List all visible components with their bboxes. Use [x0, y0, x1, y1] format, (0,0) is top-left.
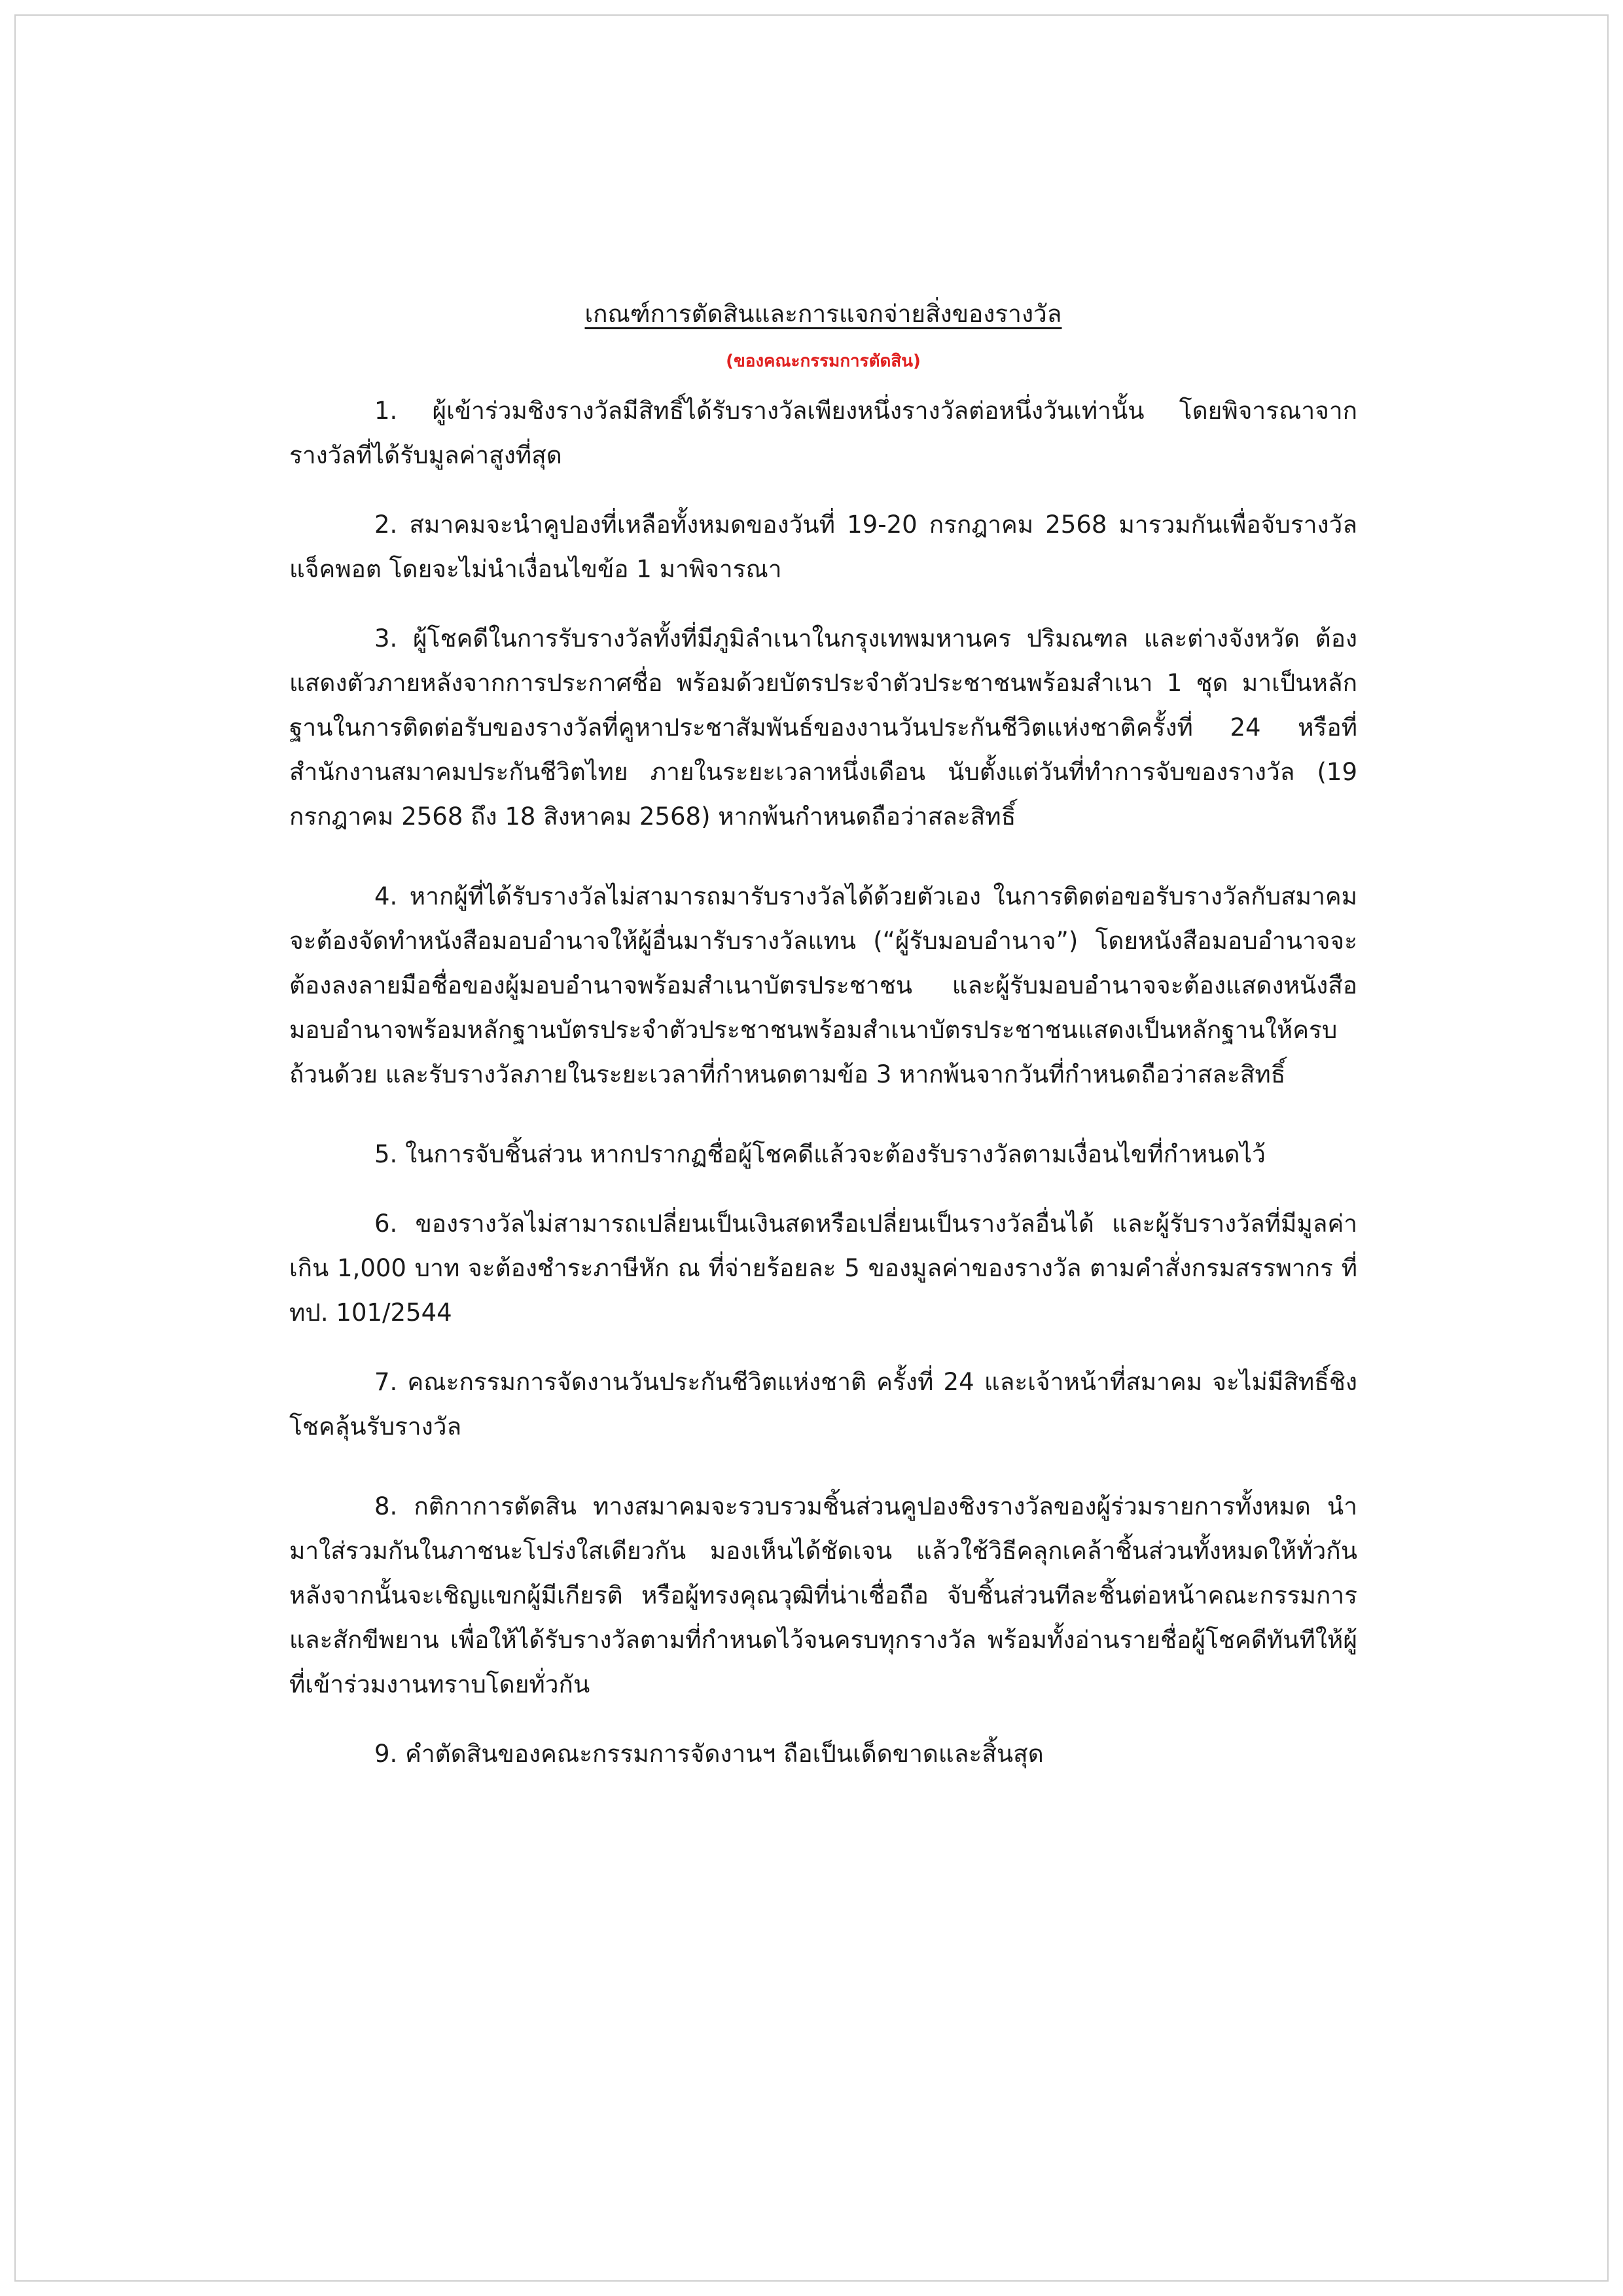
document-body	[289, 284, 1357, 1776]
clause-3: 3. ผู้โชคดีในการรับรางวัลทั้งที่มีภูมิลำเนาในกรุงเทพมหานคร ปริมณฑล และต่างจังหวัด ต้องแสดงตัวภายหลังจากการประกาศชื่อ พร้อมด้วยบัตรประจำตัวประชาชนพร้อมสำเนา 1 ชุด มาเป็นหลักฐานในการติดต่อรับของรางวัลที่คูหาประชาสัมพันธ์ของงานวันประกันชีวิตแห่งชาติครั้งที่ 24 หรือที่สำนักงานสมาคมประกันชีวิตไทย ภายในระยะเวลาหนึ่งเดือน นับตั้งแต่วันที่ทำการจับของรางวัล (19 กรกฎาคม 2568 ถึง 18 สิงหาคม 2568) หากพ้นกำหนดถือว่าสละสิทธิ์	[289, 624, 1357, 831]
document-subtitle: (ของคณะกรรมการตัดสิน)	[726, 351, 921, 371]
clause-9: 9. คำตัดสินของคณะกรรมการจัดงานฯ ถือเป็นเด็ดขาดและสิ้นสุด	[374, 1740, 1044, 1768]
clause-1: 1. ผู้เข้าร่วมชิงรางวัลมีสิทธิ์ได้รับรางวัลเพียงหนึ่งรางวัลต่อหนึ่งวันเท่านั้น โดยพิจารณาจากรางวัลที่ได้รับมูลค่าสูงที่สุด	[289, 397, 1357, 470]
clause-2: 2. สมาคมจะนำคูปองที่เหลือทั้งหมดของวันที่ 19-20 กรกฎาคม 2568 มารวมกันเพื่อจับรางวัลแจ็คพอต โดยจะไม่นำเงื่อนไขข้อ 1 มาพิจารณา	[289, 511, 1357, 584]
document-page	[14, 14, 1609, 2282]
clause-7: 7. คณะกรรมการจัดงานวันประกันชีวิตแห่งชาติ ครั้งที่ 24 และเจ้าหน้าที่สมาคม จะไม่มีสิทธิ์ชิงโชคลุ้นรับรางวัล	[289, 1368, 1357, 1441]
document-title: เกณฑ์การตัดสินและการแจกจ่ายสิ่งของรางวัล	[584, 300, 1062, 328]
clause-6: 6. ของรางวัลไม่สามารถเปลี่ยนเป็นเงินสดหรือเปลี่ยนเป็นรางวัลอื่นได้ และผู้รับรางวัลที่มีมูลค่าเกิน 1,000 บาท จะต้องชำระภาษีหัก ณ ที่จ่ายร้อยละ 5 ของมูลค่าของรางวัล ตามคำสั่งกรมสรรพากร ที่ ทป. 101/2544	[289, 1210, 1357, 1327]
clause-8: 8. กติกาการตัดสิน ทางสมาคมจะรวบรวมชิ้นส่วนคูปองชิงรางวัลของผู้ร่วมรายการทั้งหมด นำมาใส่รวมกันในภาชนะโปร่งใสเดียวกัน มองเห็นได้ชัดเจน แล้วใช้วิธีคลุกเคล้าชิ้นส่วนทั้งหมดให้ทั่วกัน หลังจากนั้นจะเชิญแขกผู้มีเกียรติ หรือผู้ทรงคุณวุฒิที่น่าเชื่อถือ จับชิ้นส่วนทีละชิ้นต่อหน้าคณะกรรมการและสักขีพยาน เพื่อให้ได้รับรางวัลตามที่กำหนดไว้จนครบทุกรางวัล พร้อมทั้งอ่านรายชื่อผู้โชคดีทันทีให้ผู้ที่เข้าร่วมงานทราบโดยทั่วกัน	[289, 1492, 1357, 1699]
clause-4: 4. หากผู้ที่ได้รับรางวัลไม่สามารถมารับรางวัลได้ด้วยตัวเอง ในการติดต่อขอรับรางวัลกับสมาคม จะต้องจัดทำหนังสือมอบอำนาจให้ผู้อื่นมารับรางวัลแทน (“ผู้รับมอบอำนาจ”) โดยหนังสือมอบอำนาจจะต้องลงลายมือชื่อของผู้มอบอำนาจพร้อมสำเนาบัตรประชาชน และผู้รับมอบอำนาจจะต้องแสดงหนังสือมอบอำนาจพร้อมหลักฐานบัตรประจำตัวประชาชนพร้อมสำเนาบัตรประชาชนแสดงเป็นหลักฐานให้ครบถ้วนด้วย และรับรางวัลภายในระยะเวลาที่กำหนดตามข้อ 3 หากพ้นจากวันที่กำหนดถือว่าสละสิทธิ์	[289, 882, 1357, 1089]
clause-5: 5. ในการจับชิ้นส่วน หากปรากฏชื่อผู้โชคดีแล้วจะต้องรับรางวัลตามเงื่อนไขที่กำหนดไว้	[374, 1140, 1266, 1169]
